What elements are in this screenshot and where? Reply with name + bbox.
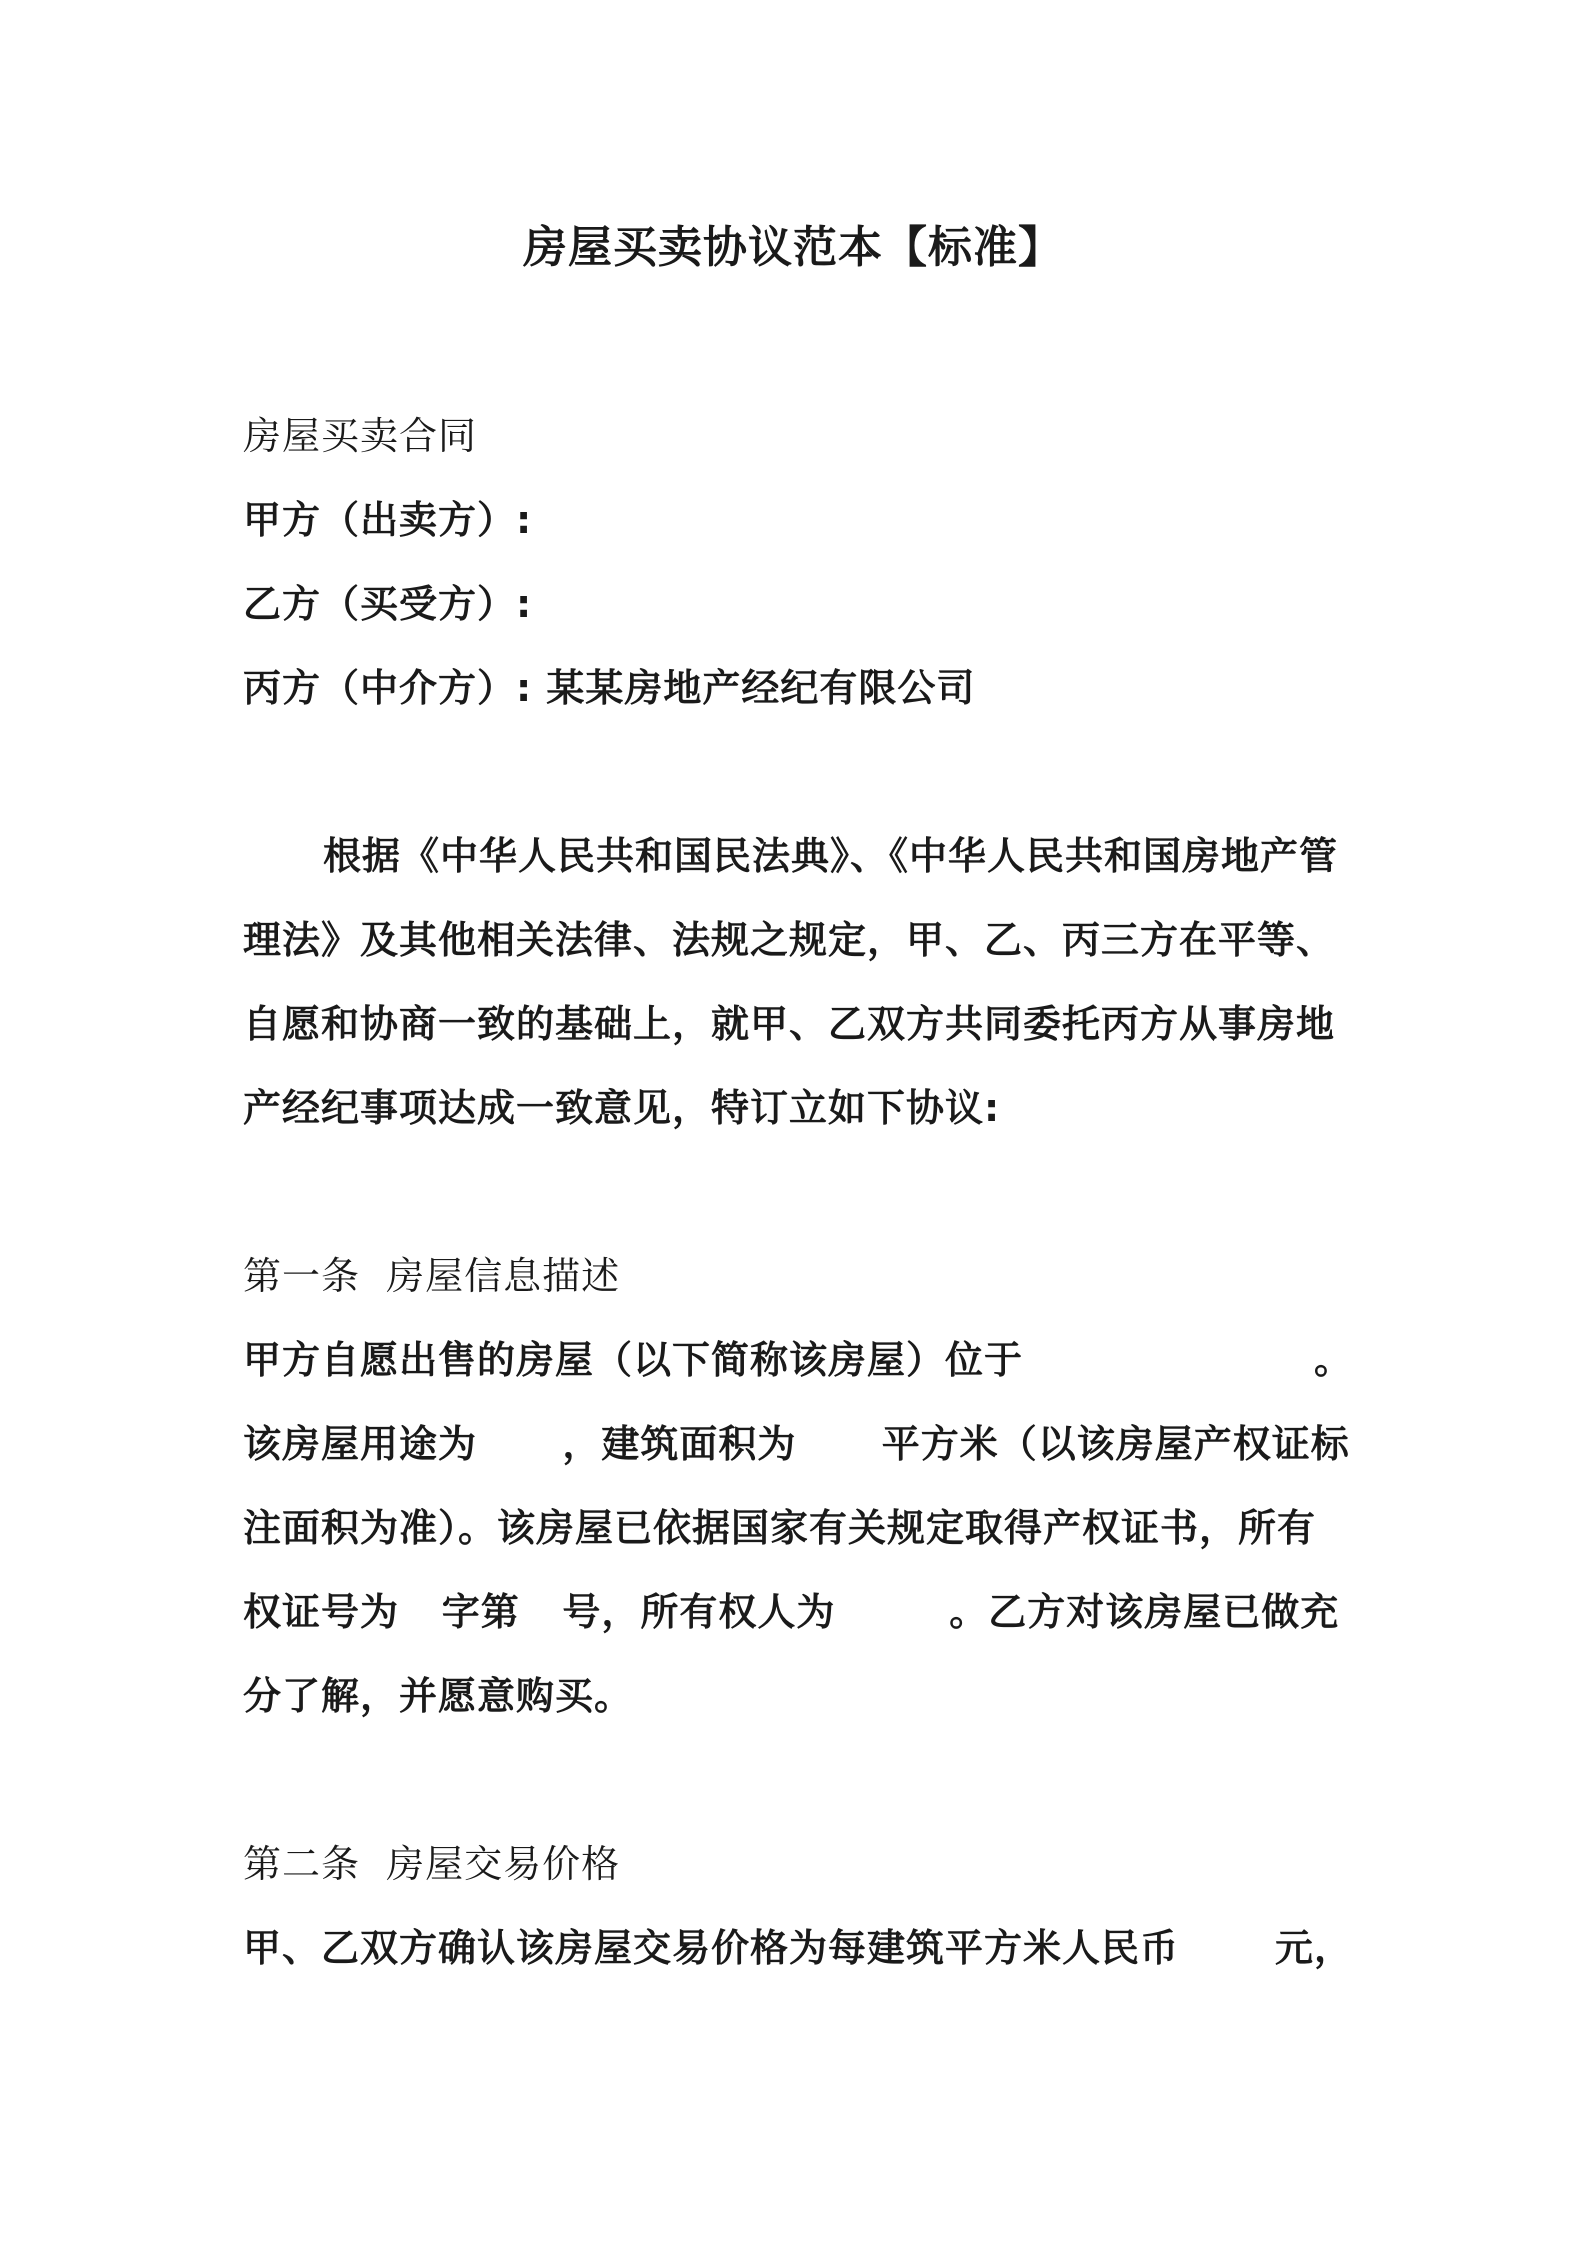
article-2-line-1-text: 甲、乙双方确认该房屋交易价格为每建筑平方米人民币 bbox=[243, 1926, 1180, 1970]
article-1-line-1-end: 。 bbox=[1313, 1338, 1353, 1382]
article-1-line-5: 分了解，并愿意购买。 bbox=[243, 1674, 634, 1718]
article-2-line-1 bbox=[243, 1922, 1353, 1974]
preamble-line-2: 理法》及其他相关法律、法规之规定，甲、乙、丙三方在平等、 bbox=[243, 918, 1336, 962]
document-title: 房屋买卖协议范本【标准】 bbox=[523, 222, 1063, 273]
party-b-line: 乙方（买受方）: bbox=[243, 582, 533, 626]
party-a-line: 甲方（出卖方）: bbox=[243, 498, 533, 542]
preamble-line-1: 根据《中华人民共和国民法典》、《中华人民共和国房地产管 bbox=[323, 834, 1339, 878]
article-1-line-4: 权证号为 字第 号，所有权人为 。乙方对该房屋已做充 bbox=[243, 1590, 1340, 1634]
article-1-line-1 bbox=[243, 1334, 1353, 1386]
article-1-line-3: 注面积为准）。该房屋已依据国家有关规定取得产权证书，所有 bbox=[243, 1506, 1317, 1550]
article-2-heading: 第二条 房屋交易价格 bbox=[243, 1842, 621, 1886]
article-1-line-2: 该房屋用途为 ，建筑面积为 平方米（以该房屋产权证标 bbox=[243, 1422, 1350, 1466]
article-2-line-1-end: 元， bbox=[1274, 1926, 1353, 1970]
preamble-line-4: 产经纪事项达成一致意见，特订立如下协议: bbox=[243, 1086, 1001, 1130]
article-1-heading: 第一条 房屋信息描述 bbox=[243, 1254, 621, 1298]
preamble-line-3: 自愿和协商一致的基础上，就甲、乙双方共同委托丙方从事房地 bbox=[243, 1002, 1336, 1046]
contract-name: 房屋买卖合同 bbox=[243, 414, 478, 458]
article-1-line-1-text: 甲方自愿出售的房屋（以下简称该房屋）位于 bbox=[243, 1338, 1024, 1382]
party-c-line: 丙方（中介方）: 某某房地产经纪有限公司 bbox=[243, 666, 976, 710]
